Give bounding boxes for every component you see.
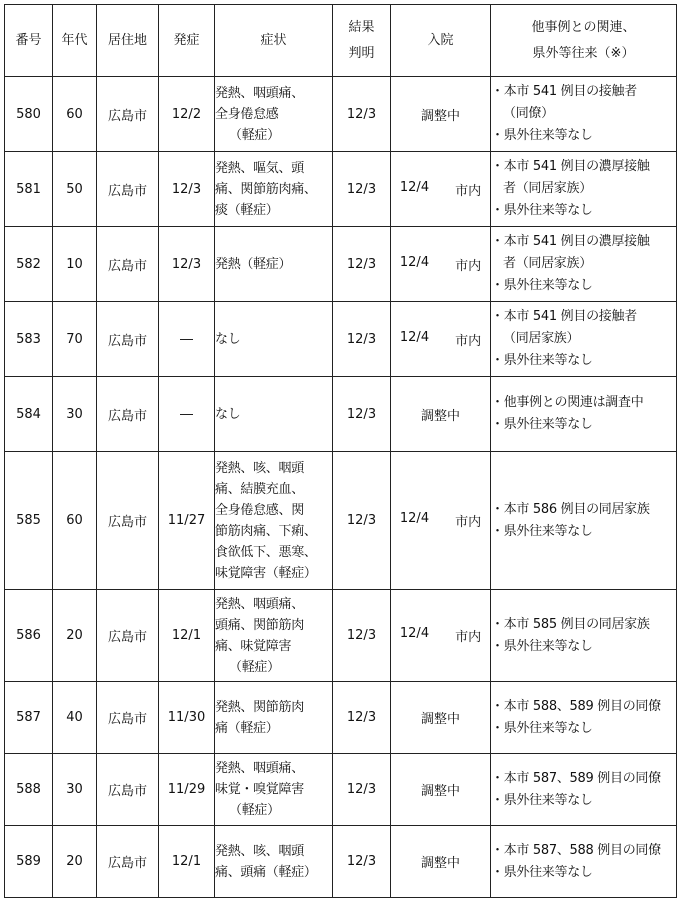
hospital-date: 12/4 (399, 329, 430, 345)
hospital-date: 調整中 (420, 856, 460, 871)
hospital-date: 調整中 (420, 108, 460, 124)
cell-relation (491, 754, 677, 826)
case-table (4, 4, 677, 898)
cell-result: 12/3 (333, 152, 391, 227)
cell-result: 12/3 (333, 452, 391, 590)
cell-num: 582 (5, 227, 53, 302)
cell-result: 12/3 (333, 377, 391, 452)
header-row (5, 5, 677, 77)
table-row (5, 590, 677, 682)
cell-result: 12/3 (333, 77, 391, 152)
cell-symptoms (215, 227, 333, 302)
cell-age: 70 (53, 302, 97, 377)
cell-relation (491, 302, 677, 377)
header-relation-line: 他事例との関連、 (531, 19, 636, 35)
cell-num: 581 (5, 152, 53, 227)
cell-age: 30 (53, 754, 97, 826)
table-row (5, 77, 677, 152)
relation-line: ・県外往来等なし (491, 792, 593, 808)
symptom-line: 発熱、咽頭痛、 (215, 596, 304, 612)
cell-residence: 広島市 (97, 826, 159, 898)
symptom-line: なし (215, 331, 241, 347)
cell-result: 12/3 (333, 754, 391, 826)
hospital-place: 市内 (455, 183, 482, 199)
relation-line: ・本市 541 例目の接触者 (491, 84, 637, 99)
table-row (5, 302, 677, 377)
relation-line: ・本市 587、588 例目の同僚 (491, 842, 661, 858)
cell-residence: 広島市 (97, 754, 159, 826)
symptom-line: 発熱、関節筋肉 (215, 699, 304, 715)
symptom-line: 発熱、嘔気、頭 (215, 160, 304, 176)
header-num: 番号 (5, 5, 53, 77)
cell-onset: 12/3 (159, 227, 215, 302)
hospital-date: 調整中 (420, 712, 460, 727)
cell-hospital (391, 77, 491, 152)
relation-line: ・県外往来等なし (491, 203, 593, 218)
relation-line: ・県外往来等なし (491, 128, 593, 143)
table-row (5, 227, 677, 302)
cell-age: 60 (53, 77, 97, 152)
cell-num: 585 (5, 452, 53, 590)
cell-residence: 広島市 (97, 682, 159, 754)
cell-residence: 広島市 (97, 452, 159, 590)
relation-line: （同居家族） (503, 331, 580, 346)
cell-onset: 11/30 (159, 682, 215, 754)
cell-hospital (391, 826, 491, 898)
hospital-place: 市内 (455, 258, 482, 274)
symptom-line: 味覚・嗅覚障害 (215, 782, 304, 797)
cell-onset: ― (159, 302, 215, 377)
cell-relation (491, 452, 677, 590)
cell-onset: 11/29 (159, 754, 215, 826)
cell-onset: 11/27 (159, 452, 215, 590)
relation-line: ・本市 541 例目の濃厚接触 (491, 159, 650, 174)
cell-result: 12/3 (333, 682, 391, 754)
relation-line: 者（同居家族） (503, 181, 592, 196)
relation-line: 者（同居家族） (503, 256, 592, 271)
relation-line: ・県外往来等なし (491, 523, 593, 539)
hospital-date: 12/4 (399, 511, 430, 526)
cell-symptoms (215, 826, 333, 898)
table-row (5, 452, 677, 590)
table-row (5, 682, 677, 754)
table-row (5, 826, 677, 898)
symptom-line: 発熱、咽頭痛、 (215, 85, 304, 101)
relation-line: ・県外往来等なし (491, 638, 593, 654)
header-relation (491, 5, 677, 77)
relation-line: ・本市 585 例目の同居家族 (491, 616, 650, 632)
header-result-line: 判明 (348, 45, 375, 61)
cell-num: 584 (5, 377, 53, 452)
relation-line: ・本市 541 例目の濃厚接触 (491, 234, 650, 249)
cell-hospital (391, 152, 491, 227)
symptom-line: （軽症） (229, 803, 280, 818)
cell-symptoms (215, 754, 333, 826)
cell-hospital (391, 754, 491, 826)
cell-residence: 広島市 (97, 152, 159, 227)
cell-hospital (391, 302, 491, 377)
cell-result: 12/3 (333, 227, 391, 302)
symptom-line: 頭痛、関節筋肉 (215, 617, 304, 633)
symptom-line: 発熱、咳、咽頭 (215, 843, 304, 859)
table-row (5, 377, 677, 452)
cell-relation (491, 77, 677, 152)
symptom-line: 節筋肉痛、下痢、 (215, 523, 317, 539)
hospital-date: 調整中 (420, 408, 460, 424)
cell-hospital (391, 682, 491, 754)
cell-age: 60 (53, 452, 97, 590)
cell-age: 20 (53, 826, 97, 898)
header-onset: 発症 (159, 5, 215, 77)
cell-relation (491, 377, 677, 452)
symptom-line: 発熱、咽頭痛、 (215, 761, 304, 776)
symptom-line: 全身倦怠感、関 (215, 502, 304, 518)
cell-num: 587 (5, 682, 53, 754)
symptom-line: （軽症） (229, 659, 280, 675)
cell-relation (491, 227, 677, 302)
cell-residence: 広島市 (97, 590, 159, 682)
header-result-line: 結果 (348, 19, 375, 35)
hospital-date: 12/4 (399, 626, 430, 641)
relation-line: ・本市 541 例目の接触者 (491, 309, 637, 324)
relation-line: （同僚） (503, 106, 554, 121)
cell-symptoms (215, 590, 333, 682)
cell-result: 12/3 (333, 590, 391, 682)
relation-line: ・県外往来等なし (491, 864, 593, 880)
cell-residence: 広島市 (97, 227, 159, 302)
cell-age: 50 (53, 152, 97, 227)
relation-line: ・県外往来等なし (491, 720, 593, 736)
hospital-place: 市内 (455, 630, 482, 645)
symptom-line: 味覚障害（軽症） (215, 565, 317, 581)
symptom-line: （軽症） (229, 127, 280, 143)
relation-line: ・本市 588、589 例目の同僚 (491, 698, 661, 714)
symptom-line: 発熱（軽症） (215, 256, 292, 272)
header-hospital: 入院 (391, 5, 491, 77)
cell-relation (491, 152, 677, 227)
cell-hospital (391, 377, 491, 452)
cell-relation (491, 826, 677, 898)
cell-symptoms (215, 682, 333, 754)
header-residence: 居住地 (97, 5, 159, 77)
cell-onset: 12/1 (159, 590, 215, 682)
relation-line: ・県外往来等なし (491, 417, 593, 432)
cell-symptoms (215, 152, 333, 227)
relation-line: ・他事例との関連は調査中 (491, 395, 644, 410)
cell-hospital (391, 452, 491, 590)
cell-num: 580 (5, 77, 53, 152)
cell-onset: 12/2 (159, 77, 215, 152)
cell-relation (491, 682, 677, 754)
cell-num: 588 (5, 754, 53, 826)
cell-symptoms (215, 452, 333, 590)
cell-hospital (391, 590, 491, 682)
table-row (5, 754, 677, 826)
symptom-line: 痛（軽症） (215, 720, 279, 736)
cell-hospital (391, 227, 491, 302)
symptom-line: 痛、関節筋肉痛、 (215, 181, 317, 197)
cell-num: 589 (5, 826, 53, 898)
cell-result: 12/3 (333, 302, 391, 377)
hospital-date: 12/4 (399, 254, 430, 270)
symptom-line: 痰（軽症） (215, 202, 279, 218)
cell-symptoms (215, 302, 333, 377)
symptom-line: 全身倦怠感 (215, 106, 279, 122)
header-relation-line: 県外等往来（※） (532, 45, 635, 61)
relation-line: ・本市 587、589 例目の同僚 (491, 770, 661, 786)
hospital-place: 市内 (455, 515, 482, 530)
cell-num: 586 (5, 590, 53, 682)
symptom-line: 痛、結膜充血、 (215, 481, 304, 497)
hospital-date: 12/4 (399, 179, 430, 195)
symptom-line: 食欲低下、悪寒、 (215, 544, 317, 560)
symptom-line: なし (215, 406, 241, 422)
cell-age: 40 (53, 682, 97, 754)
relation-line: ・県外往来等なし (491, 353, 593, 368)
cell-onset: 12/3 (159, 152, 215, 227)
relation-line: ・本市 586 例目の同居家族 (491, 501, 650, 517)
cell-age: 30 (53, 377, 97, 452)
cell-residence: 広島市 (97, 302, 159, 377)
header-age: 年代 (53, 5, 97, 77)
cell-onset: 12/1 (159, 826, 215, 898)
cell-age: 20 (53, 590, 97, 682)
symptom-line: 発熱、咳、咽頭 (215, 460, 304, 476)
cell-onset: ― (159, 377, 215, 452)
hospital-place: 市内 (455, 333, 482, 349)
symptom-line: 痛、頭痛（軽症） (215, 864, 317, 880)
cell-result: 12/3 (333, 826, 391, 898)
relation-line: ・県外往来等なし (491, 278, 593, 293)
cell-age: 10 (53, 227, 97, 302)
cell-residence: 広島市 (97, 377, 159, 452)
table-row (5, 152, 677, 227)
symptom-line: 痛、味覚障害 (215, 638, 292, 654)
header-result (333, 5, 391, 77)
header-symptoms: 症状 (215, 5, 333, 77)
cell-relation (491, 590, 677, 682)
cell-num: 583 (5, 302, 53, 377)
hospital-date: 調整中 (420, 784, 460, 799)
cell-symptoms (215, 77, 333, 152)
cell-residence: 広島市 (97, 77, 159, 152)
cell-symptoms (215, 377, 333, 452)
